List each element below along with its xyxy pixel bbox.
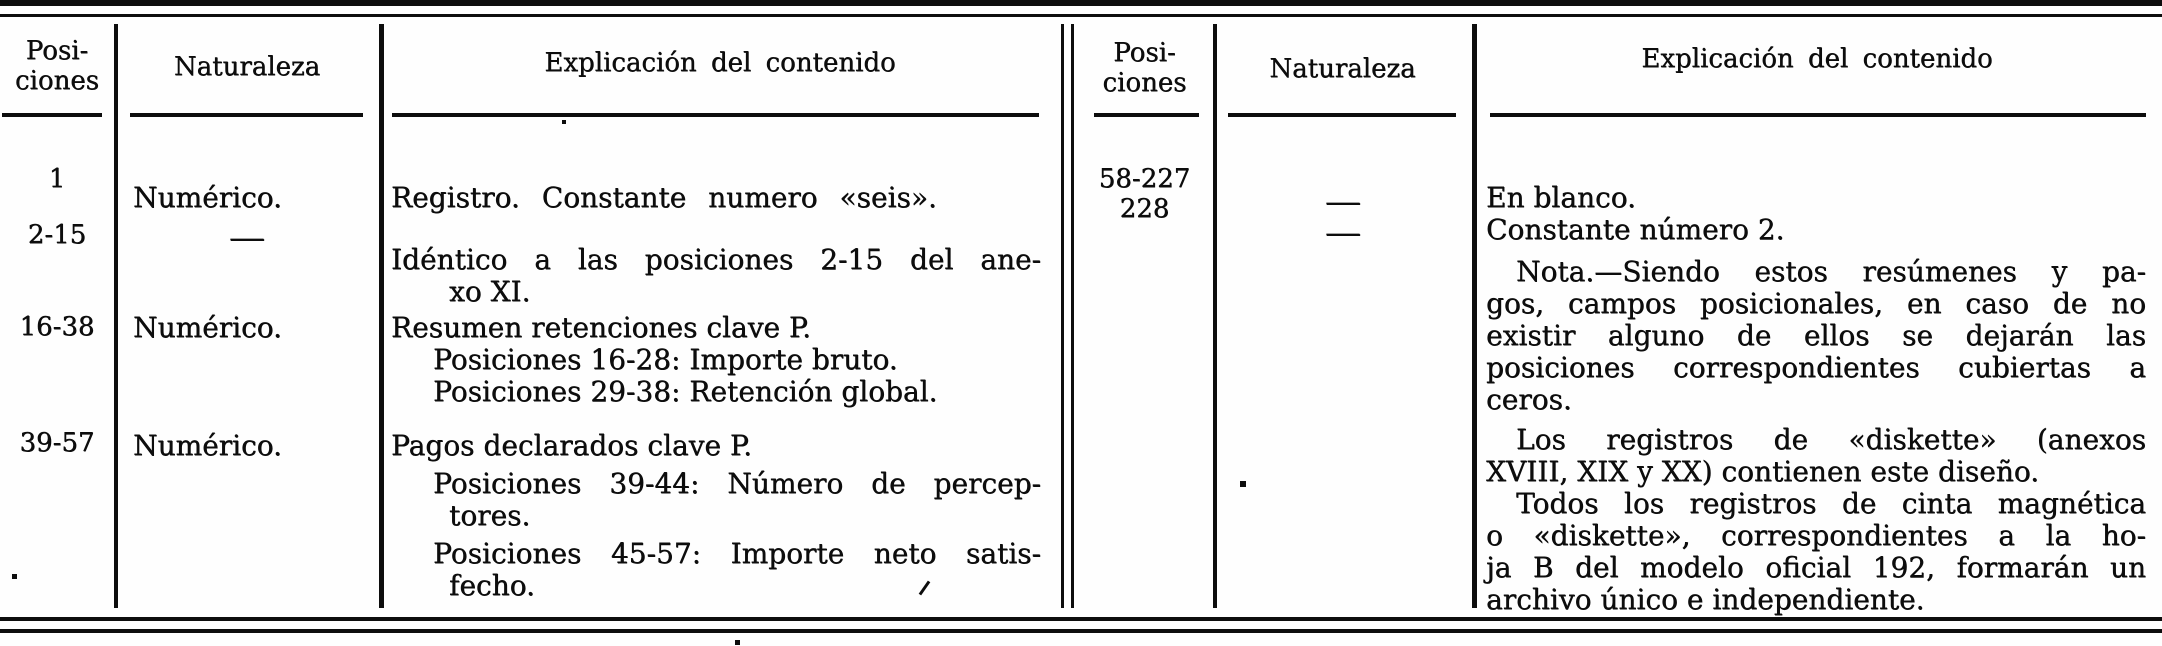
- explicacion-line: tores.: [449, 499, 531, 532]
- right-explicacion-header-underline: [1490, 113, 2146, 117]
- right-row-explicacion: En blanco.: [1486, 181, 1636, 214]
- left-row-posiciones: 16-38: [19, 312, 95, 342]
- right-table-col-rule-1: [1213, 24, 1217, 608]
- left-row-naturaleza: Numérico.: [133, 311, 282, 344]
- left-row-posiciones: 2-15: [27, 220, 87, 250]
- right-posiciones-header-line1: Posi-: [1113, 38, 1176, 68]
- right-table-col-rule-2: [1472, 24, 1477, 608]
- blank-dash: —: [1324, 216, 1361, 249]
- right-posiciones-header-line2: ciones: [1102, 68, 1187, 98]
- left-row-naturaleza: Numérico.: [133, 429, 282, 462]
- paragraph-line: ja B del modelo oficial 192, formarán un: [1486, 551, 2146, 584]
- bottom-rule-outer: [0, 629, 2162, 633]
- left-posiciones-header-line2: ciones: [14, 66, 99, 96]
- top-rule-outer: [0, 0, 2162, 6]
- nota-line: Nota.—Siendo estos resúmenes y pa-: [1516, 255, 2146, 288]
- explicacion-line: Posiciones 39-44: Número de percep-: [433, 467, 1041, 500]
- diskette-paragraph: [1486, 424, 2146, 488]
- explicacion-line: Pagos declarados clave P.: [391, 429, 752, 462]
- explicacion-line: fecho.: [449, 569, 535, 602]
- left-row-explicacion: [391, 182, 1041, 214]
- paragraph-line: Todos los registros de cinta magnética: [1516, 487, 2146, 520]
- bottom-rule-inner: [0, 617, 2162, 621]
- right-row-naturaleza: [1213, 186, 1472, 218]
- right-row-posiciones: 228: [1119, 194, 1170, 224]
- left-row-naturaleza: Numérico.: [133, 181, 282, 214]
- right-posiciones-header-underline: [1094, 113, 1199, 117]
- explicacion-line: Posiciones 16-28: Importe bruto.: [433, 343, 898, 376]
- left-table-col-rule-1: [114, 24, 118, 608]
- left-naturaleza-header-underline: [130, 113, 363, 117]
- left-explicacion-header: Explicación del contenido: [544, 48, 896, 78]
- table-divider-rule-1: [1061, 24, 1064, 608]
- left-row-explicacion: [391, 430, 1041, 602]
- right-explicacion-header: Explicación del contenido: [1641, 44, 1993, 74]
- blank-dash: —: [228, 221, 266, 254]
- left-posiciones-header-underline: [2, 113, 102, 117]
- right-row-naturaleza: [1213, 217, 1472, 249]
- right-row-explicacion: Constante número 2.: [1486, 213, 1785, 246]
- explicacion-line: Posiciones 45-57: Importe neto satis-: [433, 537, 1041, 570]
- paragraph-line: XVIII, XIX y XX) contienen este diseño.: [1486, 455, 2040, 488]
- nota-line: gos, campos posicionales, en caso de no: [1486, 287, 2146, 320]
- right-naturaleza-header-underline: [1228, 113, 1456, 117]
- paragraph-line: Los registros de «diskette» (anexos: [1516, 423, 2146, 456]
- left-posiciones-header: [0, 36, 114, 96]
- explicacion-line: xo XI.: [449, 275, 531, 308]
- nota-line: existir alguno de ellos se dejarán las: [1486, 319, 2146, 352]
- nota-line: posiciones correspondientes cubiertas a: [1486, 351, 2146, 384]
- left-explicacion-header-underline: [392, 113, 1039, 117]
- scan-speck: [735, 640, 740, 645]
- left-row-posiciones: 1: [48, 164, 66, 194]
- explicacion-line: Posiciones 29-38: Retención global.: [433, 375, 938, 408]
- top-rule-inner: [0, 14, 2162, 17]
- explicacion-line: Registro. Constante numero «seis».: [391, 181, 937, 214]
- explicacion-line: Idéntico a las posiciones 2-15 del ane-: [391, 243, 1041, 276]
- left-row-naturaleza: [115, 222, 379, 254]
- blank-dash: —: [1324, 185, 1361, 218]
- cinta-magnetica-paragraph: [1486, 488, 2146, 616]
- paragraph-line: o «diskette», correspondientes a la ho-: [1486, 519, 2146, 552]
- left-posiciones-header-line1: Posi-: [25, 36, 89, 66]
- explicacion-line: Resumen retenciones clave P.: [391, 311, 811, 344]
- nota-line: ceros.: [1486, 383, 1572, 416]
- left-row-explicacion: [391, 244, 1041, 308]
- left-row-posiciones: 39-57: [19, 428, 95, 458]
- left-row-explicacion: [391, 312, 1041, 408]
- table-divider-rule-2: [1071, 24, 1074, 608]
- left-table-col-rule-2: [379, 24, 384, 608]
- right-posiciones-header: [1076, 38, 1213, 98]
- scan-speck: [12, 574, 17, 579]
- nota-paragraph: [1486, 256, 2146, 416]
- right-row-posiciones: 58-227: [1098, 164, 1191, 194]
- scan-speck: [562, 120, 566, 124]
- left-naturaleza-header: Naturaleza: [173, 52, 321, 82]
- scan-speck: [1240, 481, 1246, 487]
- paragraph-line: archivo único e independiente.: [1486, 583, 1925, 616]
- right-naturaleza-header: Naturaleza: [1269, 54, 1416, 84]
